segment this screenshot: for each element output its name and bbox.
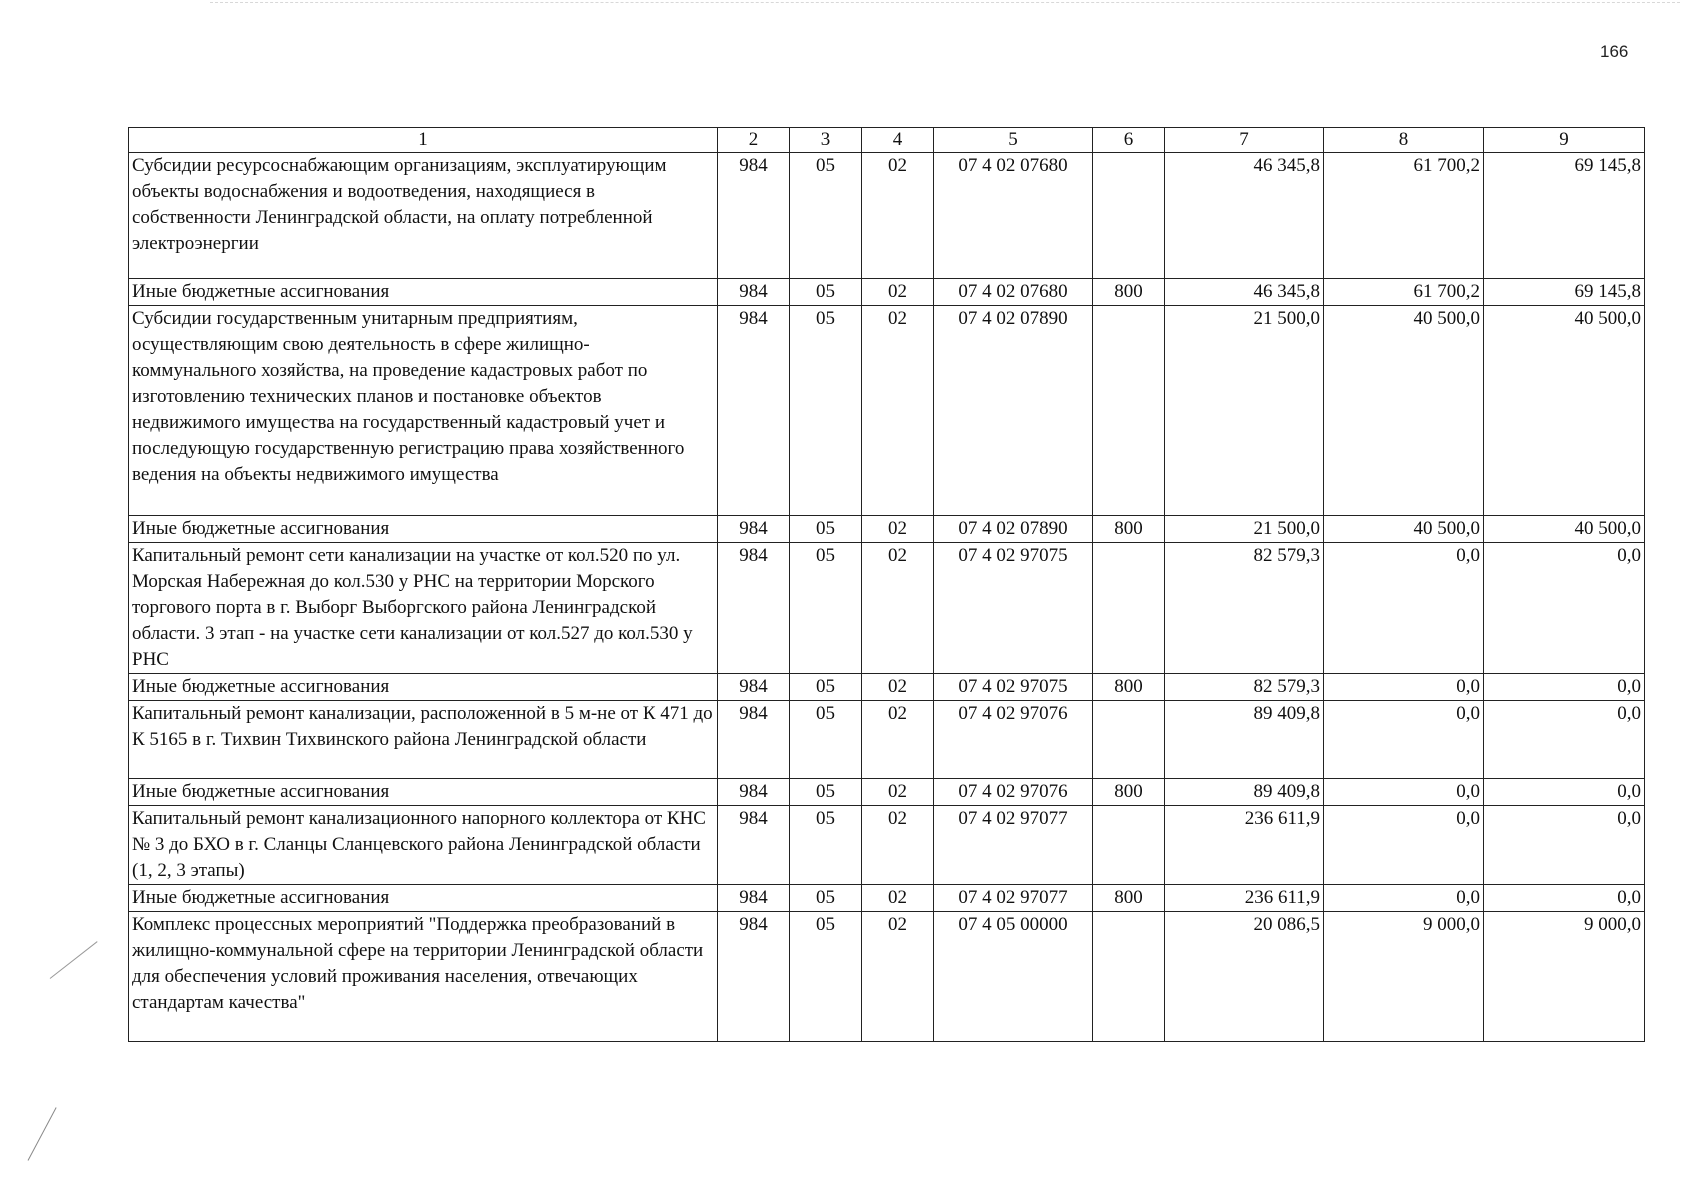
cell-col-4: 02	[862, 543, 934, 674]
cell-col-2: 984	[718, 153, 790, 279]
cell-name: Иные бюджетные ассигнования	[129, 279, 718, 306]
cell-col-2: 984	[718, 912, 790, 1042]
cell-col-5: 07 4 02 07680	[934, 153, 1093, 279]
cell-name: Субсидии ресурсоснабжающим организациям, эксплуатирующим объекты водоснабжения и водоотведения, находящиеся в собственности Ленинградской области, на оплату потребленной электроэнергии	[129, 153, 718, 279]
cell-col-8: 0,0	[1324, 779, 1484, 806]
cell-col-3: 05	[790, 306, 862, 516]
cell-name: Капитальный ремонт сети канализации на участке от кол.520 по ул. Морская Набережная до кол.530 у РНС на территории Морского торгового порта в г. Выборг Выборгского района Ленинградской области. 3 этап - на участке сети канализации от кол.527 до кол.530 у РНС	[129, 543, 718, 674]
table-row	[129, 306, 1645, 516]
cell-col-5: 07 4 02 97076	[934, 779, 1093, 806]
cell-name: Иные бюджетные ассигнования	[129, 674, 718, 701]
cell-col-9: 0,0	[1484, 674, 1645, 701]
budget-table	[128, 127, 1645, 1042]
cell-col-6	[1093, 543, 1165, 674]
table-row	[129, 674, 1645, 701]
cell-col-9: 0,0	[1484, 701, 1645, 779]
cell-col-3: 05	[790, 674, 862, 701]
cell-col-3: 05	[790, 279, 862, 306]
cell-col-9: 40 500,0	[1484, 306, 1645, 516]
cell-col-8: 0,0	[1324, 806, 1484, 885]
header-col-2: 2	[718, 128, 790, 153]
cell-col-4: 02	[862, 885, 934, 912]
cell-name: Субсидии государственным унитарным предприятиям, осуществляющим свою деятельность в сфере жилищно-коммунального хозяйства, на проведение кадастровых работ по изготовлению технических планов и постановке объектов недвижимого имущества на государственный кадастровый учет и последующую государственную регистрацию права хозяйственного ведения на объекты недвижимого имущества	[129, 306, 718, 516]
cell-col-2: 984	[718, 279, 790, 306]
cell-col-2: 984	[718, 306, 790, 516]
cell-col-7: 20 086,5	[1165, 912, 1324, 1042]
cell-col-7: 89 409,8	[1165, 701, 1324, 779]
cell-col-7: 236 611,9	[1165, 806, 1324, 885]
cell-col-2: 984	[718, 701, 790, 779]
scan-edge-line	[210, 2, 1680, 3]
cell-col-4: 02	[862, 516, 934, 543]
cell-col-9: 9 000,0	[1484, 912, 1645, 1042]
table-row	[129, 153, 1645, 279]
cell-col-4: 02	[862, 779, 934, 806]
cell-col-4: 02	[862, 153, 934, 279]
cell-col-8: 61 700,2	[1324, 279, 1484, 306]
cell-col-6: 800	[1093, 516, 1165, 543]
header-col-8: 8	[1324, 128, 1484, 153]
cell-col-9: 40 500,0	[1484, 516, 1645, 543]
cell-col-5: 07 4 02 07890	[934, 306, 1093, 516]
cell-col-4: 02	[862, 912, 934, 1042]
cell-col-3: 05	[790, 885, 862, 912]
cell-col-2: 984	[718, 543, 790, 674]
cell-col-6: 800	[1093, 674, 1165, 701]
cell-col-3: 05	[790, 912, 862, 1042]
cell-col-9: 0,0	[1484, 543, 1645, 674]
table-row	[129, 779, 1645, 806]
cell-col-3: 05	[790, 701, 862, 779]
cell-col-5: 07 4 05 00000	[934, 912, 1093, 1042]
cell-name: Капитальный ремонт канализационного напорного коллектора от КНС № 3 до БХО в г. Сланцы Сланцевского района Ленинградской области (1, 2, 3 этапы)	[129, 806, 718, 885]
cell-col-7: 46 345,8	[1165, 153, 1324, 279]
cell-col-9: 0,0	[1484, 885, 1645, 912]
scan-mark	[28, 1107, 57, 1160]
cell-col-7: 46 345,8	[1165, 279, 1324, 306]
cell-col-9: 69 145,8	[1484, 279, 1645, 306]
scan-mark	[50, 941, 98, 979]
cell-col-6: 800	[1093, 885, 1165, 912]
cell-col-4: 02	[862, 306, 934, 516]
header-col-7: 7	[1165, 128, 1324, 153]
cell-col-8: 0,0	[1324, 885, 1484, 912]
table-row	[129, 912, 1645, 1042]
cell-col-9: 69 145,8	[1484, 153, 1645, 279]
cell-col-8: 0,0	[1324, 674, 1484, 701]
cell-col-4: 02	[862, 701, 934, 779]
cell-col-5: 07 4 02 97077	[934, 806, 1093, 885]
cell-col-6	[1093, 153, 1165, 279]
header-col-4: 4	[862, 128, 934, 153]
cell-col-3: 05	[790, 543, 862, 674]
cell-col-5: 07 4 02 97077	[934, 885, 1093, 912]
cell-col-8: 0,0	[1324, 701, 1484, 779]
cell-name: Иные бюджетные ассигнования	[129, 516, 718, 543]
table-row	[129, 885, 1645, 912]
table-body	[129, 153, 1645, 1042]
cell-col-2: 984	[718, 779, 790, 806]
page-number: 166	[1600, 42, 1629, 61]
cell-name: Капитальный ремонт канализации, расположенной в 5 м-не от К 471 до К 5165 в г. Тихвин Тихвинского района Ленинградской области	[129, 701, 718, 779]
cell-col-6	[1093, 306, 1165, 516]
cell-col-5: 07 4 02 07890	[934, 516, 1093, 543]
cell-col-7: 236 611,9	[1165, 885, 1324, 912]
header-col-3: 3	[790, 128, 862, 153]
cell-col-5: 07 4 02 97075	[934, 543, 1093, 674]
cell-col-8: 0,0	[1324, 543, 1484, 674]
cell-col-6	[1093, 806, 1165, 885]
cell-col-7: 82 579,3	[1165, 674, 1324, 701]
header-col-1: 1	[129, 128, 718, 153]
cell-col-5: 07 4 02 97075	[934, 674, 1093, 701]
cell-col-7: 21 500,0	[1165, 306, 1324, 516]
cell-col-6: 800	[1093, 279, 1165, 306]
cell-col-3: 05	[790, 516, 862, 543]
header-row	[129, 128, 1645, 153]
cell-col-7: 82 579,3	[1165, 543, 1324, 674]
cell-col-6	[1093, 912, 1165, 1042]
cell-col-4: 02	[862, 279, 934, 306]
cell-col-8: 40 500,0	[1324, 306, 1484, 516]
table-row	[129, 279, 1645, 306]
cell-col-7: 89 409,8	[1165, 779, 1324, 806]
table-row	[129, 543, 1645, 674]
header-col-9: 9	[1484, 128, 1645, 153]
cell-col-5: 07 4 02 97076	[934, 701, 1093, 779]
cell-col-2: 984	[718, 885, 790, 912]
cell-col-9: 0,0	[1484, 779, 1645, 806]
cell-name: Комплекс процессных мероприятий "Поддержка преобразований в жилищно-коммунальной сфере на территории Ленинградской области для обеспечения условий проживания населения, отвечающих стандартам качества"	[129, 912, 718, 1042]
cell-col-6: 800	[1093, 779, 1165, 806]
cell-col-4: 02	[862, 806, 934, 885]
cell-col-8: 40 500,0	[1324, 516, 1484, 543]
cell-col-2: 984	[718, 806, 790, 885]
cell-col-5: 07 4 02 07680	[934, 279, 1093, 306]
cell-col-9: 0,0	[1484, 806, 1645, 885]
header-col-6: 6	[1093, 128, 1165, 153]
cell-col-2: 984	[718, 674, 790, 701]
cell-col-3: 05	[790, 779, 862, 806]
cell-col-7: 21 500,0	[1165, 516, 1324, 543]
cell-name: Иные бюджетные ассигнования	[129, 779, 718, 806]
header-col-5: 5	[934, 128, 1093, 153]
table-row	[129, 806, 1645, 885]
cell-col-4: 02	[862, 674, 934, 701]
cell-col-6	[1093, 701, 1165, 779]
table-row	[129, 516, 1645, 543]
cell-name: Иные бюджетные ассигнования	[129, 885, 718, 912]
cell-col-3: 05	[790, 153, 862, 279]
cell-col-3: 05	[790, 806, 862, 885]
table-row	[129, 701, 1645, 779]
cell-col-8: 9 000,0	[1324, 912, 1484, 1042]
cell-col-2: 984	[718, 516, 790, 543]
cell-col-8: 61 700,2	[1324, 153, 1484, 279]
